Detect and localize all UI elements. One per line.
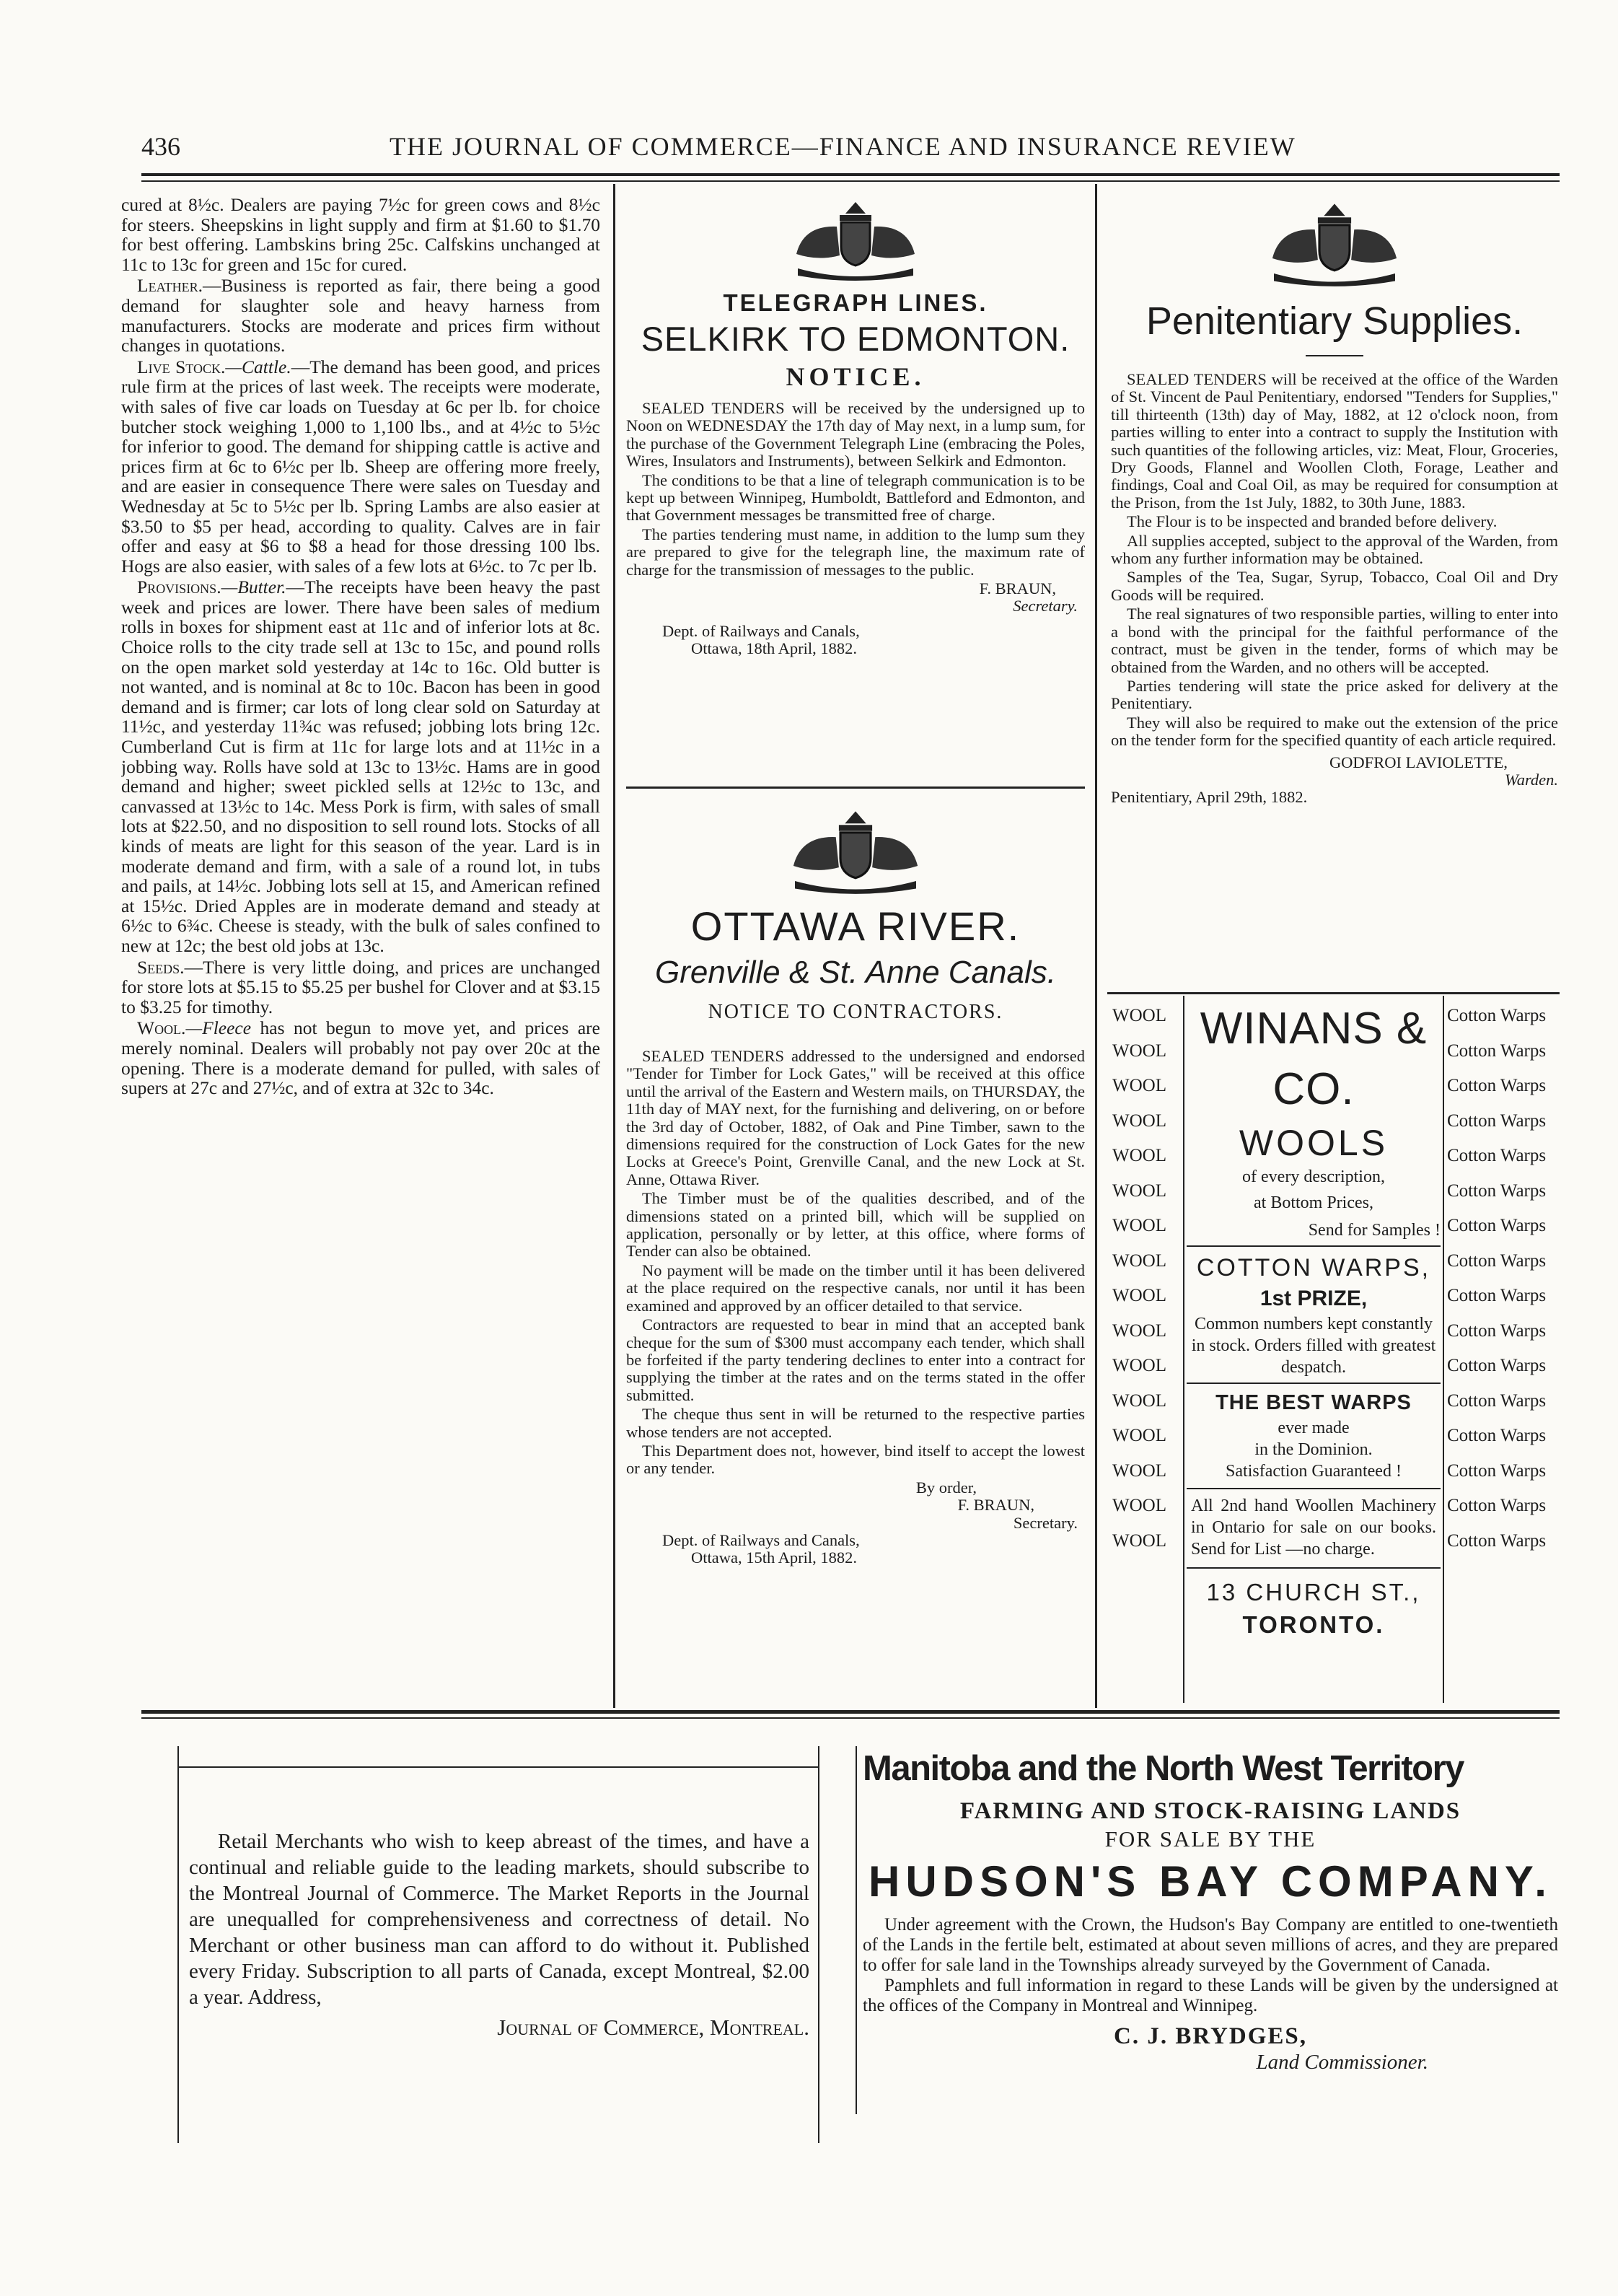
column-divider [1095,184,1097,1708]
hbc-company: HUDSON'S BAY COMPANY. [869,1857,1552,1906]
wool-border-word: WOOL [1112,1250,1166,1271]
telegraph-title: TELEGRAPH LINES. [723,289,988,316]
wool-border-word: WOOL [1112,1390,1166,1411]
ottawa-notice: NOTICE TO CONTRACTORS. [708,1001,1003,1023]
header-rule-thin [141,180,1560,182]
hbc-ad [863,1746,1558,2150]
ottawa-p1: SEALED TENDERS addressed to the undersigned and endorsed "Tender for Timber for Lock Gates," will be received at this office until the arrival of the Eastern and Western mails, on THURSDAY, the 11th day of MAY next, for the furnishing and delivering, on or before the 3rd day of October, 1882, of Oak and Pine Timber, sawn to the dimensions required for the construction of Lock Gates for the new Locks at Greece's Point, Grenville Canal, and the new Lock at St. Anne, Ottawa River. [626,1047,1085,1188]
wool-border-word: WOOL [1112,1356,1166,1375]
hbc-title: Manitoba and the North West Territory [863,1749,1464,1788]
winans-dominion: in the Dominion. [1254,1440,1373,1459]
ottawa-ad [626,804,1085,1702]
wool-label: Wool. [137,1017,186,1039]
hbc-signer-title: Land Commissioner. [1256,2051,1428,2074]
provisions-label: Provisions. [137,577,221,598]
winans-city: TORONTO. [1242,1611,1385,1638]
cotton-warps-border-word: Cotton Warps [1447,1006,1547,1025]
market-hides: cured at 8½c. Dealers are paying 7½c for green cows and 8½c for steers. Sheepskins in light supply and firm at $1.60 to $1.70 for best offering. Lambskins bring 25c. Calfskins unchanged at 11c to 13c for green and 15c for cured. [121,195,600,275]
cattle-label: —Cattle. [225,356,291,377]
inner-rule [1187,1245,1441,1247]
cotton-warps-border-word: Cotton Warps [1447,1180,1547,1201]
livestock-text: —The demand has been good, and prices rule firm at the prices of last week. The receipts were moderate, with sales of five car loads on Tuesday at 6c per lb. for choice butcher stock weighing 1,000 to 1,100 lbs., and at 4½c to 5½c for inferior to good. The demand for shipping cattle is active and prices firm at 6c to 6½c per lb. Sheep are offering more freely, and are easier in consequence There were sales on Tuesday and Wednesday at 5c to 5½c per lb. Spring Lambs are also easier at $3.50 to $5 per head, according to quality. Calves are in fair offer and easy at $6 to $8 a head for those dressing 100 lbs. Hogs are also easier, with sales of a few lots at 6½c. to 7c per lb. [121,356,600,577]
winans-best: THE BEST WARPS [1215,1391,1412,1414]
wool-border-left [1112,999,1184,1559]
wool-border-word: WOOL [1112,1286,1166,1305]
penitentiary-title: Penitentiary Supplies. [1146,299,1524,343]
royal-crest-icon [783,196,928,283]
leather-text: —Business is reported as fair, there being a good demand for slaughter sole and heavy harness from manufacturers. Stocks are moderate and prices firm without changes in quotations. [121,275,600,356]
column-divider [613,184,615,1708]
market-provisions [121,577,600,955]
wool-border-word: WOOL [1112,1146,1166,1165]
telegraph-p2: The conditions to be that a line of telegraph communication is to be kept up between Winnipeg, Humboldt, Battleford and Edmonton, and that Government messages be transmitted free of charge. [626,470,1085,525]
winans-title: WINANS & CO. [1200,1004,1428,1114]
cotton-warps-border-word: Cotton Warps [1447,1216,1547,1235]
winans-top-rule [1107,992,1560,994]
winans-box [1187,999,1441,1699]
cotton-warps-border-word: Cotton Warps [1447,1040,1547,1061]
provisions-text: —The receipts have been heavy the past week and prices are lower. There have been sales of medium rolls in boxes for shipment east at 11c and of inferior lots at 8c. Choice rolls to the city trade sell at 13c to 15c, and pound rolls on the open market sold yesterday at 14c to 16c. Old butter is not wanted, and is nominal at 8c to 10c. Bacon has been in good demand and is firmer; car lots of long clear sold on Saturday at 11½c, and yesterday 11¾c was refused; jobbing lots bring 12c. Cumberland Cut is firm at 11c for large lots and at 11½c in a jobbing way. Rolls have sold at 13c to 13½c. Hams are in good demand and higher; sweet pickled sells at 12½c to 13c, and canvassed at 13½c to 14c. Mess Pork is firm, with sales of small lots at $22.50, and no disposition to sell round lots. Stocks of all kinds of meats are light for this season of the year. Lard is in moderate demand and firm, with a sale of a round lot, in tubs and pails, at 14½c. Jobbing lots sell at 15, and American refined at 15½c. Dried Apples are in moderate demand and steady at 6½c to 6¾c. Cheese is steady, with the bulk of sales confined to new at 12c; the best old jobs at 13c. [121,577,600,956]
wool-border-word: WOOL [1112,1006,1166,1025]
leather-label: Leather. [137,275,203,297]
cotton-warps-border-word: Cotton Warps [1447,1320,1547,1341]
divider [626,786,1085,789]
wool-border-word: WOOL [1112,1216,1166,1235]
journal-ad [189,1828,809,2131]
inner-rule [1187,1383,1441,1384]
penitentiary-date: Penitentiary, April 29th, 1882. [1111,788,1308,807]
fleece-label: —Fleece [185,1017,252,1039]
wool-border-word: WOOL [1112,1320,1166,1341]
cotton-warps-border-word: Cotton Warps [1447,1496,1547,1515]
running-head: THE JOURNAL OF COMMERCE—FINANCE AND INSURANCE REVIEW [390,132,1296,161]
market-wool [121,1018,600,1097]
penitentiary-signer-title: Warden. [1505,770,1558,789]
cotton-warps-border-word: Cotton Warps [1447,1076,1547,1095]
journal-ad-text: Retail Merchants who wish to keep abreast of the times, and have a continual and reliable guide to the leading markets, should subscribe to the Montreal Journal of Commerce. The Market Reports in the Journal are unequalled for comprehensiveness and correctness of detail. No Merchant or other business man can afford to do without it. Published every Friday. Subscription to all parts of Canada, except Montreal, $2.00 a year. Address, [189,1830,809,2009]
penitentiary-p2: The Flour is to be inspected and branded before delivery. [1127,512,1498,531]
cotton-warps-border-word: Cotton Warps [1447,1530,1547,1551]
cotton-border-right [1447,999,1560,1559]
ottawa-p2: The Timber must be of the qualities described, and of the dimensions stated on a printed bill, which will be supplied on application, personally or by letter, at this office, where forms of Tender can also be obtained. [626,1189,1085,1261]
wool-border-word: WOOL [1112,1180,1166,1201]
winans-common: Common numbers kept constantly in stock. Orders filled with greatest despatch. [1191,1315,1436,1377]
ottawa-title: OTTAWA RIVER. [690,903,1021,949]
journal-ad-box-left [177,1746,179,2143]
hbc-sub1: FARMING AND STOCK-RAISING LANDS [959,1798,1461,1824]
cotton-warps-border-word: Cotton Warps [1447,1110,1547,1131]
market-seeds [121,958,600,1017]
hbc-sub2: FOR SALE BY THE [1104,1826,1316,1852]
wool-border-word: WOOL [1112,1110,1166,1131]
telegraph-signer: F. BRAUN, [979,579,1056,598]
short-rule [1306,355,1363,356]
bottom-rule-thin [141,1717,1560,1719]
penitentiary-signer: GODFROI LAVIOLETTE, [1329,753,1508,771]
winans-prize: 1st PRIZE, [1259,1287,1368,1310]
bottom-rule [141,1710,1560,1714]
market-livestock [121,357,600,577]
penitentiary-p3: All supplies accepted, subject to the approval of the Warden, from whom any further information may be obtained. [1111,531,1558,568]
winans-satisfaction: Satisfaction Guaranteed ! [1226,1462,1402,1481]
winans-address: 13 CHURCH ST., [1206,1579,1421,1605]
ottawa-dept: Dept. of Railways and Canals, [662,1530,860,1549]
cotton-warps-border-word: Cotton Warps [1447,1250,1547,1271]
ottawa-p3: No payment will be made on the timber until it has been delivered at the place required on the respective canals, nor until it has been examined and approved by an officer detailed to that service. [626,1261,1085,1315]
wool-border-word: WOOL [1112,1426,1166,1445]
wool-text: has not begun to move yet, and prices are merely nominal. Dealers will probably not pay over 20c at the opening. There is a moderate demand for pulled, with sales of supers at 27c and 27½c, and of extra at 32c to 34c. [121,1017,600,1099]
ottawa-date: Ottawa, 15th April, 1882. [691,1548,857,1567]
telegraph-p1: SEALED TENDERS will be received by the undersigned up to Noon on WEDNESDAY the 17th day of May next, in a lump sum, for the purchase of the Government Telegraph Line (embracing the Poles, Wires, Insulators and Instruments), between Selkirk and Edmonton. [626,399,1085,470]
royal-crest-icon [1259,196,1410,290]
winans-machinery: All 2nd hand Woollen Machinery in Ontario for sale on our books. Send for List —no charge. [1191,1497,1436,1559]
ottawa-p5: The cheque thus sent in will be returned to the respective parties whose tenders are not accepted. [626,1405,1085,1441]
telegraph-p3: The parties tendering must name, in addition to the lump sum they are prepared to give for the telegraph line, the maximum rate of charge for the transmission of messages to the public. [626,525,1085,579]
ottawa-signer-title: Secretary. [1013,1513,1078,1532]
butter-label: —Butter. [221,577,286,598]
telegraph-dept: Dept. of Railways and Canals, [662,621,860,640]
ottawa-signer: F. BRAUN, [957,1496,1034,1515]
seeds-label: Seeds. [137,956,185,978]
penitentiary-p5: The real signatures of two responsible parties, willing to enter into a bond with the principal for the faithful performance of the contract, must be given in the tender, forms of which may be obtained from the Warden, and no others will be accepted. [1111,605,1558,676]
cotton-warps-border-word: Cotton Warps [1447,1390,1547,1411]
journal-ad-signature: Journal of Commerce, Montreal. [497,2015,809,2040]
wool-border-word: WOOL [1112,1496,1166,1515]
market-leather [121,276,600,355]
hbc-p1: Under agreement with the Crown, the Hudson's Bay Company are entitled to one-twentieth of the Lands in the fertile belt, estimated at about seven millions of acres, and they are prepared to offer for sale land in the Townships already surveyed by the Government of Canada. [863,1915,1558,1975]
hbc-box-left [856,1746,857,2114]
ottawa-p6: This Department does not, however, bind itself to accept the lowest or any tender. [626,1441,1085,1478]
hbc-signer: C. J. BRYDGES, [1114,2023,1307,2049]
winans-ever: ever made [1278,1419,1350,1437]
ottawa-subtitle: Grenville & St. Anne Canals. [655,955,1056,990]
penitentiary-p1: SEALED TENDERS will be received at the office of the Warden of St. Vincent de Paul Penitentiary, endorsed "Tenders for Supplies," till thirteenth (13th) day of May, 1882, at 12 o'clock noon, from parties willing to enter into a contract to supply the Institution with such quantities of the following articles, viz: Meat, Flour, Groceries, Dry Goods, Flannel and Woollen Cloth, Forage, Leather and findings, Coal and Coal Oil, as may be required for consumption at the Prison, from the 1st July, 1882, to 30th June, 1883. [1111,370,1558,512]
wool-border-word: WOOL [1112,1076,1166,1095]
inner-rule [1187,1488,1441,1489]
penitentiary-p6: Parties tendering will state the price asked for delivery at the Penitentiary. [1111,676,1558,713]
page-number: 436 [141,132,180,161]
telegraph-notice: NOTICE. [786,362,925,391]
inner-rule [1187,1567,1441,1569]
penitentiary-ad [1111,196,1558,976]
penitentiary-p4: Samples of the Tea, Sugar, Syrup, Tobacco, Coal Oil and Dry Goods will be required. [1111,568,1558,604]
cotton-warps-border-word: Cotton Warps [1447,1146,1547,1165]
seeds-text: —There is very little doing, and prices are unchanged for store lots at $5.15 to $5.25 per bushel for Clover and at $3.15 to $3.25 for timothy. [121,956,600,1017]
wool-border-word: WOOL [1112,1460,1166,1481]
cotton-warps-border-word: Cotton Warps [1447,1356,1547,1375]
winans-box-left [1183,996,1184,1703]
telegraph-date: Ottawa, 18th April, 1882. [691,639,857,658]
livestock-label: Live Stock. [137,356,226,377]
journal-ad-box-right [818,1746,819,2143]
cotton-warps-border-word: Cotton Warps [1447,1426,1547,1445]
cotton-warps-border-word: Cotton Warps [1447,1460,1547,1481]
winans-wools: WOOLS [1239,1123,1389,1163]
market-report [121,195,600,1699]
telegraph-ad [626,196,1085,788]
wool-border-word: WOOL [1112,1040,1166,1061]
telegraph-signer-title: Secretary. [1013,597,1078,615]
royal-crest-icon [780,804,931,898]
header-rule [141,173,1560,176]
winans-every: of every description, [1242,1167,1385,1186]
ottawa-by-order: By order, [915,1478,977,1497]
winans-samples: Send for Samples ! [1308,1221,1441,1240]
penitentiary-p7: They will also be required to make out the extension of the price on the tender form for the specified quantity of each article required. [1111,713,1558,750]
winans-box-right [1443,996,1444,1703]
journal-ad-box-top [177,1766,819,1768]
ottawa-p4: Contractors are requested to bear in mind that an accepted bank cheque for the sum of $300 must accompany each tender, which shall be forfeited if the party tendering declines to enter into a contract for supplying the timber at the rates and on the terms stated in the offer submitted. [626,1315,1085,1404]
cotton-warps-border-word: Cotton Warps [1447,1286,1547,1305]
winans-bottom: at Bottom Prices, [1254,1193,1373,1212]
telegraph-subtitle: SELKIRK TO EDMONTON. [641,320,1070,358]
winans-cotton: COTTON WARPS, [1196,1254,1431,1281]
wool-border-word: WOOL [1112,1530,1166,1551]
hbc-p2: Pamphlets and full information in regard to these Lands will be given by the undersigned at the offices of the Company in Montreal and Winnipeg. [863,1976,1558,2015]
